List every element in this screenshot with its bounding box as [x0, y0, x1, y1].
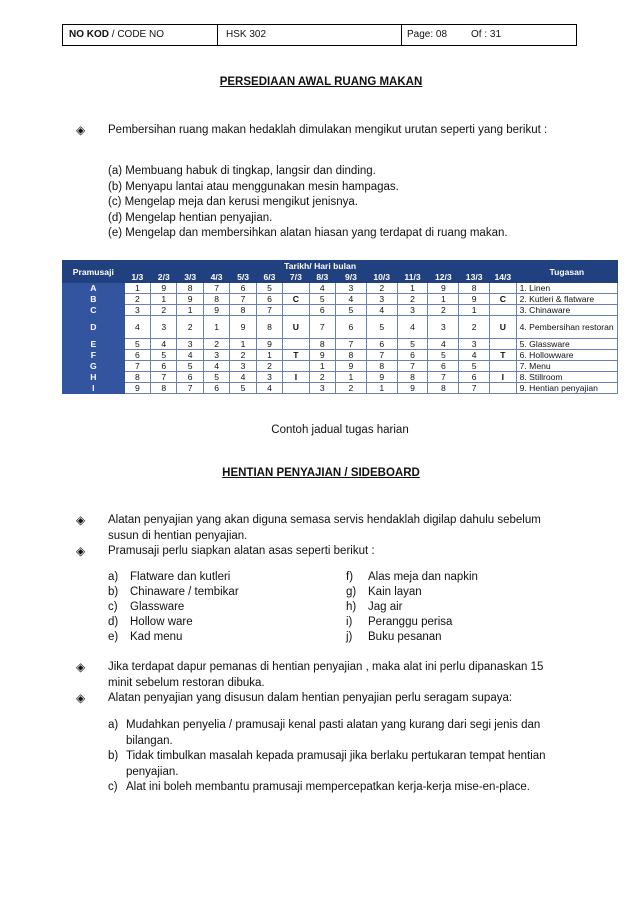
table-cell: 8 [230, 305, 256, 316]
table-cell: 7 [397, 361, 428, 372]
table-cell: 1 [124, 283, 150, 294]
table-cell: 5 [230, 383, 256, 394]
table-cell: 7 [177, 383, 203, 394]
intro-paragraph: Pembersihan ruang makan hedaklah dimulakan mengikut urutan seperti yang berikut : [108, 124, 548, 136]
table-cell: 8 [151, 383, 177, 394]
list-item: a) Flatware dan kutleri [108, 571, 231, 583]
table-cell: 7 [309, 316, 335, 339]
table-cell: 9 [177, 294, 203, 305]
table-cell: 7 [230, 294, 256, 305]
table-cell: C [490, 294, 517, 305]
table-cell: 9 [459, 294, 490, 305]
table-cell: I [490, 372, 517, 383]
date-header: 3/3 [177, 272, 203, 283]
table-cell: 2 [203, 339, 229, 350]
header-date-group: Tarikh/ Hari bulan [124, 261, 516, 272]
table-cell: 4 [428, 339, 459, 350]
table-cell: 3 [366, 294, 397, 305]
table-cell: 7 [256, 305, 282, 316]
table-cell: 4 [397, 316, 428, 339]
step-item: (e) Mengelap dan membersihkan alatan hiasan yang terdapat di ruang makan. [108, 227, 508, 239]
date-header: 1/3 [124, 272, 150, 283]
table-row [63, 305, 618, 316]
table-cell: 2 [336, 383, 367, 394]
table-cell: T [283, 350, 309, 361]
table-cell [283, 339, 309, 350]
diamond-bullet-icon: ◈ [76, 544, 86, 558]
table-cell: 4 [124, 316, 150, 339]
task-item: 7. Menu [516, 361, 617, 372]
table-cell: 8 [124, 372, 150, 383]
table-cell: 1 [397, 283, 428, 294]
table-cell: 3 [428, 316, 459, 339]
header-pramusaji: Pramusaji [63, 261, 125, 283]
table-cell: 4 [336, 294, 367, 305]
table-cell: 8 [203, 294, 229, 305]
list-item: c) Alat ini boleh membantu pramusaji mempercepatkan kerja-kerja mise-en-place. [108, 781, 530, 793]
header-divider [217, 25, 218, 45]
row-label: C [63, 305, 125, 316]
table-cell: 1 [203, 316, 229, 339]
row-label: G [63, 361, 125, 372]
table-cell: 6 [151, 361, 177, 372]
cleaning-steps [108, 164, 568, 242]
table-cell: 5 [366, 316, 397, 339]
table-cell: 1 [177, 305, 203, 316]
table-cell: 1 [151, 294, 177, 305]
table-cell: 5 [309, 294, 335, 305]
table-cell: 8 [177, 283, 203, 294]
table-cell: 4 [177, 350, 203, 361]
table-cell: 9 [230, 316, 256, 339]
table-cell: 4 [366, 305, 397, 316]
table-cell: 6 [256, 294, 282, 305]
table-cell: 9 [124, 383, 150, 394]
list-item: g) Kain layan [346, 586, 422, 598]
diamond-bullet-icon: ◈ [76, 691, 86, 705]
table-cell: 3 [309, 383, 335, 394]
table-cell: 6 [124, 350, 150, 361]
table-row [63, 350, 618, 361]
table-cell: 3 [230, 361, 256, 372]
table-cell: U [283, 316, 309, 339]
table-cell: 7 [124, 361, 150, 372]
table-cell: U [490, 316, 517, 339]
row-label: I [63, 383, 125, 394]
date-header: 4/3 [203, 272, 229, 283]
table-cell: 9 [397, 383, 428, 394]
list-item: b) Chinaware / tembikar [108, 586, 239, 598]
table-cell: 5 [397, 339, 428, 350]
table-cell: 4 [256, 383, 282, 394]
table-cell: 9 [151, 283, 177, 294]
date-header: 12/3 [428, 272, 459, 283]
date-header: 10/3 [366, 272, 397, 283]
date-header: 6/3 [256, 272, 282, 283]
bullet-prepare: Pramusaji perlu siapkan alatan asas seperti berikut : [108, 545, 375, 557]
table-cell [283, 383, 309, 394]
course-code: HSK 302 [226, 29, 267, 40]
date-header: 2/3 [151, 272, 177, 283]
row-label: D [63, 316, 125, 339]
table-cell: C [283, 294, 309, 305]
row-label: A [63, 283, 125, 294]
table-cell: 2 [177, 316, 203, 339]
list-item: i) Peranggu perisa [346, 616, 453, 628]
table-cell: 8 [397, 372, 428, 383]
document-header [62, 24, 577, 46]
row-label: H [63, 372, 125, 383]
table-cell: 5 [124, 339, 150, 350]
task-item: 6. Hollowware [516, 350, 617, 361]
row-label: B [63, 294, 125, 305]
table-cell [490, 283, 517, 294]
duty-schedule-table [62, 260, 618, 394]
date-header: 11/3 [397, 272, 428, 283]
table-cell: 6 [230, 283, 256, 294]
table-cell: 9 [428, 283, 459, 294]
table-cell: 4 [203, 361, 229, 372]
table-cell: 8 [256, 316, 282, 339]
table-cell: 3 [336, 283, 367, 294]
table-cell [283, 305, 309, 316]
table-cell: 1 [256, 350, 282, 361]
list-item: a) Mudahkan penyelia / pramusaji kenal pasti alatan yang kurang dari segi jenis dan bilangan. [108, 719, 541, 747]
table-cell: 3 [151, 316, 177, 339]
table-row [63, 339, 618, 350]
diamond-bullet-icon: ◈ [76, 660, 86, 674]
code-no-label: NO KOD / CODE NO [69, 29, 165, 40]
table-cell: 3 [124, 305, 150, 316]
diamond-bullet-icon: ◈ [76, 513, 86, 527]
table-cell: 2 [230, 350, 256, 361]
task-item: 1. Linen [516, 283, 617, 294]
table-row [63, 372, 618, 383]
table-cell: 4 [151, 339, 177, 350]
bullet-warmer: Jika terdapat dapur pemanas di hentian penyajian , maka alat ini perlu dipanaskan 15 minit sebelum restoran dibuka. [108, 661, 544, 689]
table-cell [283, 283, 309, 294]
table-cell: 6 [336, 316, 367, 339]
table-cell: 7 [459, 383, 490, 394]
table-cell: 8 [309, 339, 335, 350]
table-cell: 3 [459, 339, 490, 350]
table-cell: 2 [151, 305, 177, 316]
list-item: j) Buku pesanan [346, 631, 442, 643]
table-row [63, 316, 618, 339]
task-item: 2. Kutleri & flatware [516, 294, 617, 305]
table-cell: 2 [309, 372, 335, 383]
task-item: 8. Stillroom [516, 372, 617, 383]
table-cell: 5 [428, 350, 459, 361]
table-cell: 7 [428, 372, 459, 383]
table-cell [490, 361, 517, 372]
table-cell [490, 339, 517, 350]
table-cell: 9 [366, 372, 397, 383]
table-cell: 9 [336, 361, 367, 372]
date-header: 7/3 [283, 272, 309, 283]
date-header: 9/3 [336, 272, 367, 283]
table-row [63, 383, 618, 394]
section-title-persediaan: PERSEDIAAN AWAL RUANG MAKAN [219, 76, 423, 88]
table-cell: 5 [459, 361, 490, 372]
table-cell: 1 [459, 305, 490, 316]
table-cell: 5 [336, 305, 367, 316]
bullet-polish: Alatan penyajian yang akan diguna semasa servis hendaklah digilap dahulu sebelum susun di hentian penyajian. [108, 514, 541, 542]
table-cell: 3 [397, 305, 428, 316]
task-item: 5. Glassware [516, 339, 617, 350]
header-divider [401, 25, 402, 45]
section-title-hentian: HENTIAN PENYAJIAN / SIDEBOARD [222, 467, 420, 479]
schedule-body [63, 283, 618, 394]
list-item: h) Jag air [346, 601, 403, 613]
table-cell: 9 [309, 350, 335, 361]
table-cell: 2 [459, 316, 490, 339]
table-cell: 2 [428, 305, 459, 316]
table-cell: 6 [397, 350, 428, 361]
table-cell: 4 [309, 283, 335, 294]
table-row [63, 294, 618, 305]
table-cell: T [490, 350, 517, 361]
list-item: b) Tidak timbulkan masalah kepada pramusaji jika berlaku pertukaran tempat hentian penyajian. [108, 750, 546, 778]
step-item: (a) Membuang habuk di tingkap, langsir dan dinding. [108, 165, 376, 177]
table-cell: 3 [256, 372, 282, 383]
table-cell [283, 361, 309, 372]
bullet-uniform: Alatan penyajian yang disusun dalam hentian penyajian perlu seragam supaya: [108, 692, 513, 704]
row-label: F [63, 350, 125, 361]
table-cell: 8 [459, 283, 490, 294]
list-item: f) Alas meja dan napkin [346, 571, 478, 583]
table-cell: 6 [366, 339, 397, 350]
table-cell: 4 [459, 350, 490, 361]
table-cell: 6 [428, 361, 459, 372]
table-cell: 7 [203, 283, 229, 294]
date-header: 5/3 [230, 272, 256, 283]
table-cell: 1 [336, 372, 367, 383]
table-cell: 2 [256, 361, 282, 372]
table-cell: 3 [177, 339, 203, 350]
date-header: 8/3 [309, 272, 335, 283]
table-cell: 1 [428, 294, 459, 305]
table-cell: 8 [428, 383, 459, 394]
table-cell: 1 [309, 361, 335, 372]
row-label: E [63, 339, 125, 350]
task-item: 3. Chinaware [516, 305, 617, 316]
date-header: 13/3 [459, 272, 490, 283]
task-item: 9. Hentian penyajian [516, 383, 617, 394]
table-cell: 9 [203, 305, 229, 316]
table-cell: 5 [151, 350, 177, 361]
table-cell: 6 [177, 372, 203, 383]
table-cell: 9 [256, 339, 282, 350]
table-cell: 6 [309, 305, 335, 316]
page-total: Of : 31 [471, 29, 502, 40]
table-cell: 1 [366, 383, 397, 394]
step-item: (d) Mengelap hentian penyajian. [108, 211, 273, 224]
table-caption: Contoh jadual tugas harian [271, 424, 409, 436]
step-item: (b) Menyapu lantai atau menggunakan mesin hampagas. [108, 180, 399, 193]
table-cell: 7 [151, 372, 177, 383]
table-row [63, 361, 618, 372]
list-item: c) Glassware [108, 601, 185, 613]
table-cell: 5 [177, 361, 203, 372]
table-cell: 8 [366, 361, 397, 372]
table-cell: 5 [256, 283, 282, 294]
table-cell: 7 [336, 339, 367, 350]
table-cell: 6 [203, 383, 229, 394]
table-cell: 2 [397, 294, 428, 305]
table-cell [490, 305, 517, 316]
task-item: 4. Pembersihan restoran [516, 316, 617, 339]
table-cell: 6 [459, 372, 490, 383]
page-number: Page: 08 [407, 29, 448, 40]
table-cell: 2 [124, 294, 150, 305]
table-cell: 5 [203, 372, 229, 383]
table-cell [490, 383, 517, 394]
step-item: (c) Mengelap meja dan kerusi mengikut jenisnya. [108, 196, 358, 208]
table-cell: I [283, 372, 309, 383]
table-cell: 2 [366, 283, 397, 294]
table-cell: 1 [230, 339, 256, 350]
list-item: e) Kad menu [108, 631, 183, 643]
header-tugasan: Tugasan [516, 261, 617, 283]
table-cell: 3 [203, 350, 229, 361]
table-cell: 8 [336, 350, 367, 361]
list-item: d) Hollow ware [108, 616, 193, 628]
table-cell: 4 [230, 372, 256, 383]
diamond-bullet-icon: ◈ [76, 123, 86, 137]
table-cell: 7 [366, 350, 397, 361]
table-row [63, 283, 618, 294]
date-header: 14/3 [490, 272, 517, 283]
